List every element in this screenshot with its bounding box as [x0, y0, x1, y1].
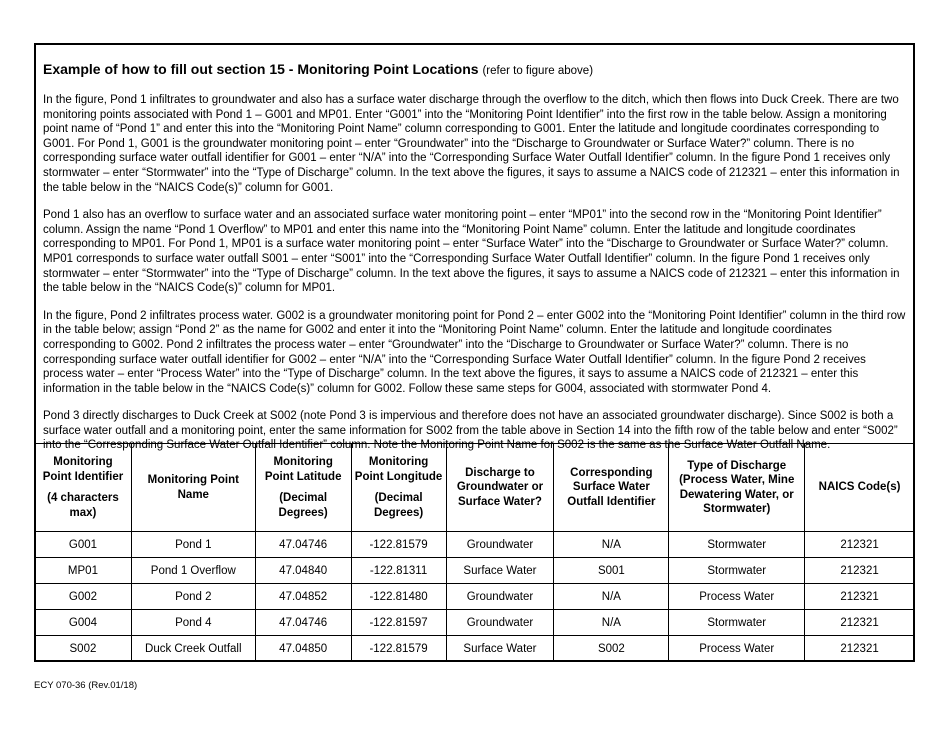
header-type-of-discharge: Type of Discharge (Process Water, Mine Dewatering Water, or Stormwater): [669, 444, 805, 532]
cell-latitude: 47.04746: [255, 610, 351, 636]
monitoring-point-table: [34, 443, 915, 662]
cell-naics: 212321: [805, 610, 915, 636]
header-longitude: Monitoring Point Longitude (Decimal Degrees): [351, 444, 446, 532]
header-monitoring-point-identifier: Monitoring Point Identifier (4 characters max): [35, 444, 132, 532]
cell-longitude: -122.81597: [351, 610, 446, 636]
table-row: [35, 584, 915, 610]
cell-outfall: N/A: [554, 610, 669, 636]
heading-title: Example of how to fill out section 15 - Monitoring Point Locations: [43, 61, 479, 77]
header-naics-codes: NAICS Code(s): [805, 444, 915, 532]
cell-naics: 212321: [805, 584, 915, 610]
paragraph-pond-3: Pond 3 directly discharges to Duck Creek at S002 (note Pond 3 is impervious and therefore does not have an associated groundwater discharge). Since S002 is both a surface water outfall and a monitoring point, enter the same information for S002 from the table above in Section 14 into the fifth row of the table below and enter “S002” into the “Corresponding Surface Water Outfall Identifier” column. Note the Monitoring Point Name for S002 is the same as the Surface Water Outfall Name.: [43, 410, 898, 452]
header-monitoring-point-name: Monitoring Point Name: [131, 444, 255, 532]
cell-name: Pond 1 Overflow: [131, 558, 255, 584]
table-row: [35, 610, 915, 636]
form-number: ECY 070-36 (Rev.01/18): [34, 680, 138, 691]
paragraph-pond-1: In the figure, Pond 1 infiltrates to groundwater and also has a surface water discharge through the overflow to the ditch, which then flows into Duck Creek. There are two monitoring points associated with Pond 1 – G001 and MP01. Enter “G001” into the “Monitoring Point Identifier” into the first row in the table below. Assign a monitoring point name of “Pond 1” and enter this into the “Monitoring Point Name” column corresponding to G001. Enter the latitude and longitude coordinates corresponding to G001. For Pond 1, G001 is the groundwater monitoring point – enter “Groundwater” into the “Discharge to Groundwater or Surface Water?” column. There is no corresponding surface water outfall identifier for G001 – enter “N/A” into the “Corresponding Surface Water Outfall Identifier” column. In the figure Pond 1 receives only stormwater – enter “Stormwater” into the “Type of Discharge” column. In the text above the figures, it says to assume a NAICS code of 212321 – enter this information in the table below in the “NAICS Code(s)” column for G001.: [43, 94, 900, 194]
table-row: [35, 558, 915, 584]
cell-name: Pond 4: [131, 610, 255, 636]
cell-identifier: G002: [35, 584, 132, 610]
cell-name: Pond 1: [131, 532, 255, 558]
cell-discharge: Groundwater: [446, 532, 554, 558]
cell-outfall: S002: [554, 636, 669, 662]
cell-name: Pond 2: [131, 584, 255, 610]
cell-outfall: N/A: [554, 584, 669, 610]
cell-discharge: Surface Water: [446, 558, 554, 584]
header-discharge-type: Discharge to Groundwater or Surface Water?: [446, 444, 554, 532]
cell-latitude: 47.04850: [255, 636, 351, 662]
header-outfall-identifier: Corresponding Surface Water Outfall Identifier: [554, 444, 669, 532]
cell-latitude: 47.04840: [255, 558, 351, 584]
section-heading: [43, 60, 906, 80]
cell-outfall: S001: [554, 558, 669, 584]
header-latitude: Monitoring Point Latitude (Decimal Degrees): [255, 444, 351, 532]
cell-discharge: Groundwater: [446, 610, 554, 636]
cell-naics: 212321: [805, 636, 915, 662]
cell-latitude: 47.04746: [255, 532, 351, 558]
table-row: [35, 532, 915, 558]
cell-identifier: S002: [35, 636, 132, 662]
cell-type: Stormwater: [669, 532, 805, 558]
cell-identifier: G004: [35, 610, 132, 636]
example-frame: [34, 43, 915, 662]
cell-type: Stormwater: [669, 610, 805, 636]
cell-outfall: N/A: [554, 532, 669, 558]
cell-identifier: MP01: [35, 558, 132, 584]
cell-type: Stormwater: [669, 558, 805, 584]
cell-naics: 212321: [805, 558, 915, 584]
cell-longitude: -122.81480: [351, 584, 446, 610]
cell-identifier: G001: [35, 532, 132, 558]
instructions: [36, 45, 913, 453]
cell-type: Process Water: [669, 636, 805, 662]
cell-name: Duck Creek Outfall: [131, 636, 255, 662]
cell-longitude: -122.81311: [351, 558, 446, 584]
cell-latitude: 47.04852: [255, 584, 351, 610]
paragraph-pond-1-overflow: Pond 1 also has an overflow to surface water and an associated surface water monitoring point – enter “MP01” into the second row in the “Monitoring Point Identifier” column. Assign the name “Pond 1 Overflow” to MP01 and enter this name into the “Monitoring Point Name” column. Enter the latitude and longitude coordinates corresponding to MP01. For Pond 1, MP01 is a surface water monitoring point – enter “Surface Water” into the “Discharge to Groundwater or Surface Water?” column. MP01 corresponds to surface water outfall S001 – enter “S001” into the “Corresponding Surface Water Outfall Identifier” column. In the figure Pond 1 receives only stormwater – enter “Stormwater” into the “Type of Discharge” column. In the text above the figures, it says to assume a NAICS code of 212321 – enter this information in the table below in the “NAICS Code(s)” column for MP01.: [43, 209, 900, 295]
paragraph-pond-2: In the figure, Pond 2 infiltrates process water. G002 is a groundwater monitoring point for Pond 2 – enter G002 into the “Monitoring Point Identifier” column in the third row in the table below; assign “Pond 2” as the name for G002 and enter it into the “Monitoring Point Name” column. Enter the latitude and longitude coordinates corresponding to G002. Pond 2 infiltrates the process water – enter “Groundwater” into the “Discharge to Groundwater or Surface Water?” column. There is no corresponding surface water outfall identifier for G002 – enter “N/A” into the “Corresponding Surface Water Outfall Identifier” column. In the figure Pond 2 receives process water – enter “Process Water” into the “Type of Discharge” column. In the text above the figures, it says to assume a NAICS code of 212321 – enter this information in the table below in the “NAICS Code(s)” column for G002. Follow these same steps for G004, associated with stormwater Pond 4.: [43, 309, 906, 395]
cell-discharge: Surface Water: [446, 636, 554, 662]
table-header-row: [35, 444, 915, 532]
cell-naics: 212321: [805, 532, 915, 558]
cell-discharge: Groundwater: [446, 584, 554, 610]
cell-longitude: -122.81579: [351, 532, 446, 558]
cell-longitude: -122.81579: [351, 636, 446, 662]
table-row: [35, 636, 915, 662]
cell-type: Process Water: [669, 584, 805, 610]
heading-note: (refer to figure above): [482, 65, 594, 77]
